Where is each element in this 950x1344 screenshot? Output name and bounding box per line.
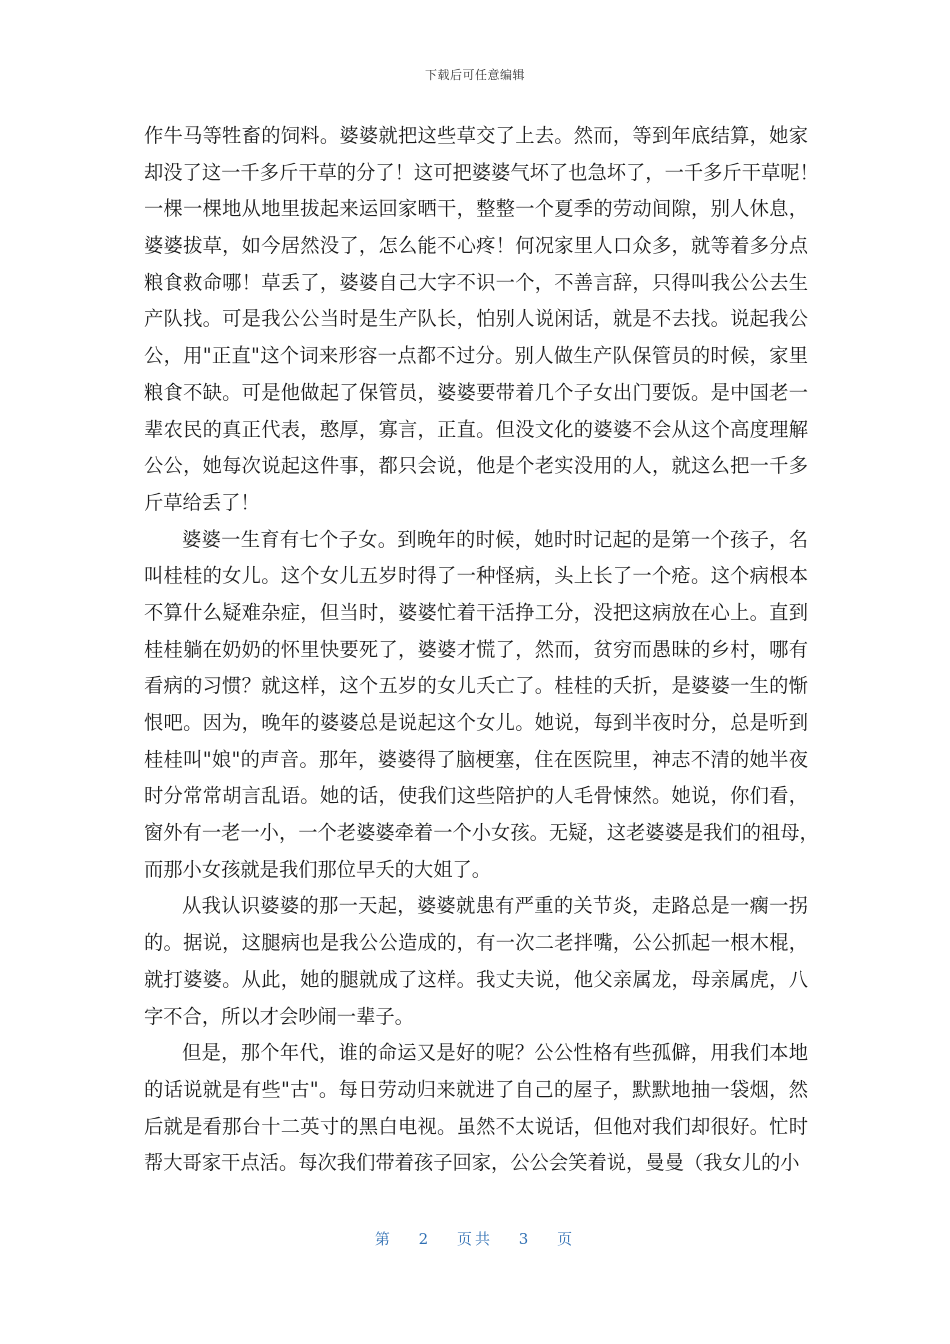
text-line: 时分常常胡言乱语。她的话，使我们这些陪护的人毛骨悚然。她说，你们看， [144,784,808,808]
text-line: 粮食救命哪！草丢了，婆婆自己大字不识一个，不善言辞，只得叫我公公去生 [144,270,808,294]
text-line: 的。据说，这腿病也是我公公造成的，有一次二老拌嘴，公公抓起一根木棍， [144,931,808,955]
text-line: 辈农民的真正代表，憨厚，寡言，正直。但没文化的婆婆不会从这个高度理解 [144,417,808,441]
document-body [144,118,819,1182]
text-line: 粮食不缺。可是他做起了保管员，婆婆要带着几个子女出门要饭。是中国老一 [144,380,808,404]
paragraph [144,522,819,889]
text-line: 但是，那个年代，谁的命运又是好的呢？公公性格有些孤僻，用我们本地 [182,1041,808,1065]
text-line: 斤草给丢了！ [144,490,260,514]
footer-page-number: 2 [418,1230,432,1248]
footer-total-pages: 3 [518,1230,532,1248]
footer-middle: 页共 [456,1230,493,1248]
text-line: 公，用"正直"这个词来形容一点都不过分。别人做生产队保管员的时候，家里 [144,344,808,368]
text-line: 的话说就是有些"古"。每日劳动归来就进了自己的屋子，默默地抽一袋烟，然 [144,1077,808,1101]
text-line: 恨吧。因为，晚年的婆婆总是说起这个女儿。她说，每到半夜时分，总是听到 [144,711,808,734]
text-line: 却没了这一千多斤干草的分了！这可把婆婆气坏了也急坏了，一千多斤干草呢！ [144,160,819,184]
text-line: 后就是看那台十二英寸的黑白电视。虽然不太说话，但他对我们却很好。忙时 [144,1114,808,1138]
text-line: 就打婆婆。从此，她的腿就成了这样。我丈夫说，他父亲属龙，母亲属虎，八 [144,967,808,991]
text-line: 婆婆拔草，如今居然没了，怎么能不心疼！何况家里人口众多，就等着多分点 [144,234,808,258]
text-line: 作牛马等牲畜的饲料。婆婆就把这些草交了上去。然而，等到年底结算，她家 [144,124,808,147]
text-line: 产队找。可是我公公当时是生产队长，怕别人说闲话，就是不去找。说起我公 [144,307,808,331]
text-line: 字不合，所以才会吵闹一辈子。 [144,1004,414,1028]
text-line: 看病的习惯？就这样，这个五岁的女儿夭亡了。桂桂的夭折，是婆婆一生的惭 [144,674,808,698]
text-line: 而那小女孩就是我们那位早夭的大姐了。 [144,857,492,881]
text-line: 不算什么疑难杂症，但当时，婆婆忙着干活挣工分，没把这病放在心上。直到 [144,600,808,624]
page-footer [0,1228,950,1249]
text-line: 桂桂躺在奶奶的怀里快要死了，婆婆才慌了，然而，贫穷而愚昧的乡村，哪有 [144,637,808,661]
paragraph [144,888,808,1035]
footer-suffix: 页 [557,1230,576,1248]
paragraph [144,118,819,522]
text-line: 一棵一棵地从地里拔起来运回家晒干，整整一个夏季的劳动间隙，别人休息， [144,197,808,221]
text-line: 帮大哥家干点活。每次我们带着孩子回家，公公会笑着说，曼曼（我女儿的小 [144,1151,800,1175]
text-line: 婆婆一生育有七个子女。到晚年的时候，她时时记起的是第一个孩子，名 [182,527,808,551]
text-line: 叫桂桂的女儿。这个女儿五岁时得了一种怪病，头上长了一个疮。这个病根本 [144,564,808,588]
text-line: 公公，她每次说起这件事，都只会说，他是个老实没用的人，就这么把一千多 [144,454,808,478]
text-line: 桂桂叫"娘"的声音。那年，婆婆得了脑梗塞，住在医院里，神志不清的她半夜 [144,747,808,771]
footer-prefix: 第 [374,1230,393,1248]
text-line: 窗外有一老一小，一个老婆婆牵着一个小女孩。无疑，这老婆婆是我们的祖母， [144,821,819,845]
page-header: 下载后可任意编辑 [424,68,525,82]
text-line: 从我认识婆婆的那一天起，婆婆就患有严重的关节炎，走路总是一瘸一拐 [182,894,808,918]
paragraph [144,1035,808,1182]
